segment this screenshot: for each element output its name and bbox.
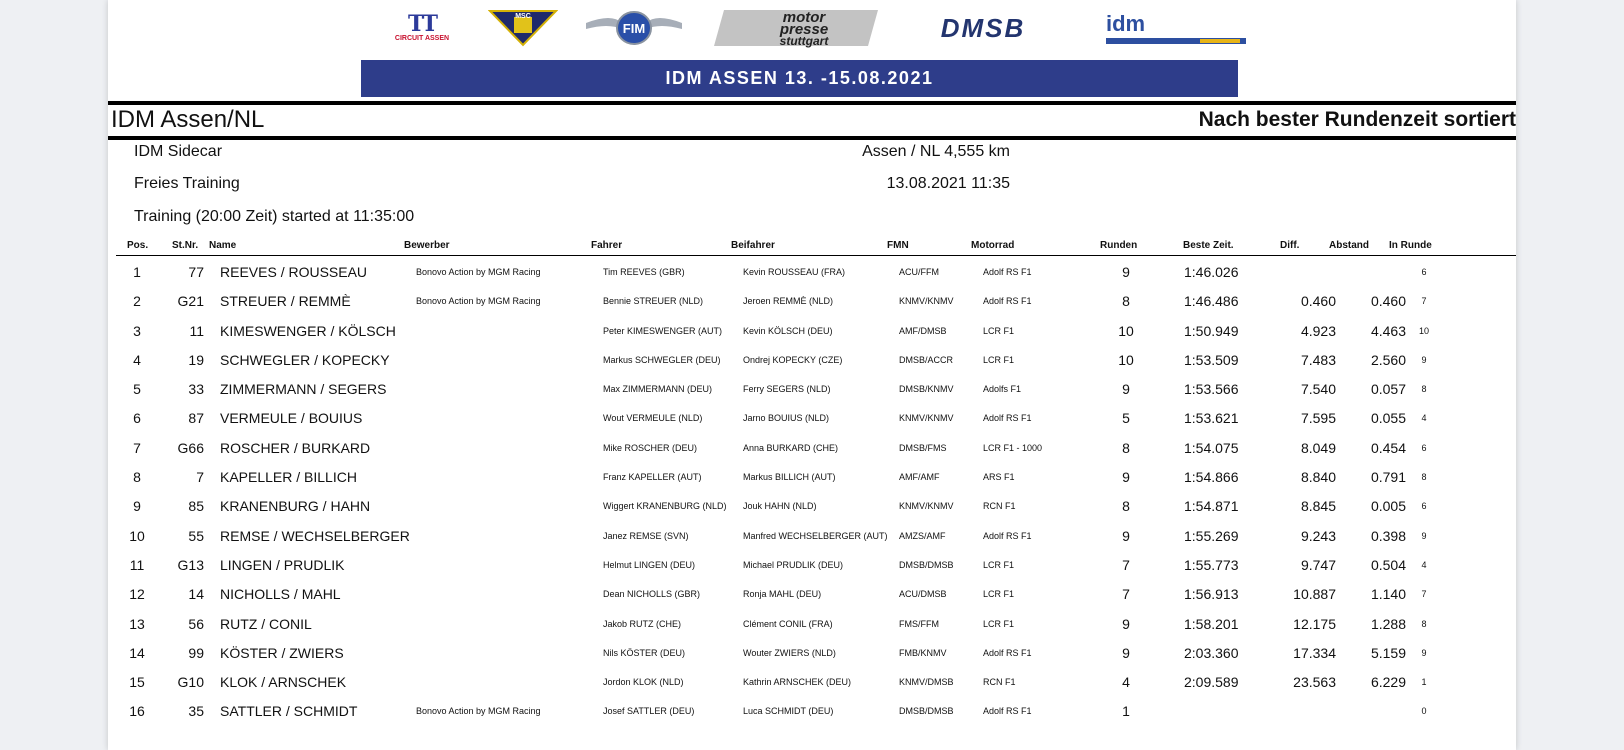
table-row — [116, 344, 1516, 373]
cell-beifahrer: Markus BILLICH (AUT) — [743, 472, 836, 483]
cell-pos: 16 — [129, 703, 145, 720]
track-info: Assen / NL 4,555 km — [862, 143, 1010, 160]
table-row — [116, 256, 1516, 285]
cell-fmn: DMSB/DMSB — [899, 706, 954, 717]
cell-fmn: DMSB/KNMV — [899, 384, 954, 395]
table-row — [116, 432, 1516, 461]
cell-motorrad: RCN F1 — [983, 677, 1016, 688]
cell-fmn: KNMV/KNMV — [899, 296, 954, 307]
cell-motorrad: Adolf RS F1 — [983, 647, 1032, 658]
dmsb-logo-text: DMSB — [940, 12, 1026, 43]
table-body — [116, 256, 1516, 725]
header-name: Name — [209, 240, 237, 251]
cell-fahrer: Peter KIMESWENGER (AUT) — [603, 325, 723, 336]
cell-in-runde: 9 — [1421, 354, 1427, 365]
cell-motorrad: Adolf RS F1 — [983, 296, 1032, 307]
cell-beifahrer: Luca SCHMIDT (DEU) — [743, 706, 834, 717]
cell-beifahrer: Jouk HAHN (NLD) — [743, 501, 817, 512]
table-row — [116, 549, 1516, 578]
cell-diff: 12.175 — [1293, 615, 1336, 632]
cell-fahrer: Nils KÖSTER (DEU) — [603, 647, 686, 658]
cell-pos: 15 — [129, 674, 145, 691]
cell-diff: 10.887 — [1293, 586, 1336, 603]
table-row — [116, 402, 1516, 431]
cell-abstand: 1.140 — [1370, 586, 1406, 603]
motorpresse-line3: stuttgart — [779, 34, 829, 48]
cell-name: RUTZ / CONIL — [220, 615, 312, 632]
session-name: Freies Training — [134, 175, 240, 192]
cell-motorrad: Adolf RS F1 — [983, 706, 1032, 717]
cell-runden: 7 — [1122, 586, 1130, 603]
cell-fmn: KNMV/KNMV — [899, 413, 954, 424]
cell-in-runde: 0 — [1421, 706, 1427, 717]
cell-motorrad: LCR F1 - 1000 — [983, 442, 1043, 453]
cell-pos: 1 — [133, 264, 141, 280]
cell-beifahrer: Clément CONIL (FRA) — [743, 618, 833, 629]
cell-best-time: 1:46.486 — [1184, 293, 1239, 310]
cell-abstand: 0.057 — [1370, 381, 1406, 398]
motorpresse-line2: presse — [779, 21, 829, 38]
cell-best-time: 2:09.589 — [1184, 674, 1239, 691]
header-runden: Runden — [1100, 240, 1138, 251]
cell-fmn: KNMV/KNMV — [899, 501, 954, 512]
header-bewerber: Bewerber — [404, 240, 450, 251]
cell-pos: 10 — [129, 527, 145, 544]
race-class: IDM Sidecar — [134, 143, 223, 160]
cell-runden: 9 — [1122, 615, 1130, 632]
cell-best-time: 1:46.026 — [1184, 264, 1239, 280]
cell-in-runde: 9 — [1421, 647, 1427, 658]
cell-pos: 8 — [133, 469, 141, 486]
cell-fahrer: Markus SCHWEGLER (DEU) — [603, 354, 721, 365]
cell-diff: 4.923 — [1300, 322, 1336, 339]
cell-fmn: DMSB/ACCR — [899, 354, 954, 365]
cell-pos: 9 — [133, 498, 141, 515]
cell-fahrer: Mike ROSCHER (DEU) — [603, 442, 698, 453]
cell-abstand: 6.229 — [1370, 674, 1406, 691]
cell-diff: 7.483 — [1300, 351, 1336, 368]
cell-motorrad: LCR F1 — [983, 325, 1015, 336]
cell-runden: 5 — [1122, 410, 1130, 427]
cell-runden: 10 — [1118, 322, 1134, 339]
table-row — [116, 666, 1516, 695]
cell-best-time: 1:55.773 — [1184, 556, 1239, 573]
cell-start-number: G13 — [177, 556, 204, 573]
table-header — [116, 240, 1516, 256]
cell-start-number: 85 — [188, 498, 204, 515]
cell-fmn: DMSB/FMS — [899, 442, 947, 453]
cell-beifahrer: Manfred WECHSELBERGER (AUT) — [743, 530, 888, 541]
cell-motorrad: RCN F1 — [983, 501, 1016, 512]
cell-motorrad: ARS F1 — [983, 472, 1015, 483]
cell-runden: 8 — [1122, 498, 1130, 515]
cell-runden: 7 — [1122, 556, 1130, 573]
tt-circuit-assen-logo — [384, 6, 460, 50]
cell-fahrer: Dean NICHOLLS (GBR) — [603, 589, 701, 600]
cell-beifahrer: Anna BURKARD (CHE) — [743, 442, 839, 453]
cell-pos: 2 — [133, 293, 141, 310]
cell-best-time: 1:55.269 — [1184, 527, 1239, 544]
fim-wings-icon — [582, 9, 686, 47]
cell-diff: 23.563 — [1293, 674, 1336, 691]
cell-runden: 9 — [1122, 264, 1130, 280]
cell-abstand: 0.791 — [1370, 469, 1406, 486]
cell-start-number: 55 — [188, 527, 204, 544]
header-pos: Pos. — [127, 240, 149, 251]
cell-fahrer: Franz KAPELLER (AUT) — [603, 472, 702, 483]
header-diff: Diff. — [1280, 240, 1300, 251]
cell-fahrer: Helmut LINGEN (DEU) — [603, 559, 696, 570]
cell-pos: 11 — [129, 556, 145, 573]
cell-name: LINGEN / PRUDLIK — [220, 556, 345, 573]
cell-name: SCHWEGLER / KOPECKY — [220, 351, 390, 368]
cell-diff: 8.049 — [1300, 439, 1336, 456]
cell-in-runde: 1 — [1421, 677, 1427, 688]
table-row — [116, 461, 1516, 490]
cell-best-time: 1:53.566 — [1184, 381, 1239, 398]
cell-best-time: 1:58.201 — [1184, 615, 1239, 632]
header-best: Beste Zeit. — [1183, 240, 1234, 251]
cell-pos: 7 — [133, 439, 141, 456]
cell-motorrad: Adolf RS F1 — [983, 530, 1032, 541]
cell-fmn: ACU/DMSB — [899, 589, 947, 600]
cell-fahrer: Jakob RUTZ (CHE) — [603, 618, 682, 629]
motorpresse-line1: motor — [782, 9, 826, 26]
cell-runden: 9 — [1122, 527, 1130, 544]
header-abstand: Abstand — [1329, 240, 1369, 251]
dmsb-logo — [898, 6, 1068, 50]
cell-start-number: G10 — [177, 674, 204, 691]
cell-runden: 8 — [1122, 293, 1130, 310]
cell-fmn: KNMV/DMSB — [899, 677, 954, 688]
cell-abstand: 0.504 — [1370, 556, 1406, 573]
cell-runden: 8 — [1122, 439, 1130, 456]
cell-in-runde: 10 — [1418, 325, 1429, 336]
cell-start-number: 33 — [188, 381, 204, 398]
cell-runden: 4 — [1122, 674, 1130, 691]
table-row — [116, 285, 1516, 314]
results-table — [116, 240, 1516, 725]
header-motorrad: Motorrad — [971, 240, 1015, 251]
cell-runden: 9 — [1122, 469, 1130, 486]
cell-motorrad: Adolf RS F1 — [983, 413, 1032, 424]
table-row — [116, 695, 1516, 724]
cell-fmn: AMZS/AMF — [899, 530, 946, 541]
cell-beifahrer: Ondrej KOPECKY (CZE) — [743, 354, 843, 365]
cell-start-number: 56 — [188, 615, 204, 632]
cell-in-runde: 7 — [1421, 589, 1427, 600]
cell-runden: 1 — [1122, 703, 1130, 720]
msc-logo — [488, 6, 558, 50]
cell-name: KAPELLER / BILLICH — [220, 469, 357, 486]
fim-logo-text: FIM — [622, 21, 646, 36]
tt-logo-mark: TT — [408, 11, 436, 37]
cell-bewerber: Bonovo Action by MGM Racing — [416, 296, 541, 307]
sponsor-logos — [108, 6, 1516, 54]
cell-name: REEVES / ROUSSEAU — [220, 264, 368, 280]
cell-abstand: 0.055 — [1370, 410, 1406, 427]
cell-runden: 9 — [1122, 381, 1130, 398]
table-row — [116, 315, 1516, 344]
cell-in-runde: 8 — [1421, 472, 1427, 483]
results-page — [108, 0, 1516, 750]
cell-motorrad: LCR F1 — [983, 559, 1015, 570]
cell-motorrad: LCR F1 — [983, 618, 1015, 629]
cell-name: ZIMMERMANN / SEGERS — [220, 381, 387, 398]
cell-beifahrer: Kathrin ARNSCHEK (DEU) — [743, 677, 852, 688]
header-fahrer: Fahrer — [591, 240, 623, 251]
header-beifahrer: Beifahrer — [731, 240, 775, 251]
cell-abstand: 0.398 — [1370, 527, 1406, 544]
cell-pos: 4 — [133, 351, 141, 368]
cell-abstand: 2.560 — [1370, 351, 1406, 368]
header-fmn: FMN — [887, 240, 909, 251]
cell-name: KÖSTER / ZWIERS — [220, 644, 344, 661]
cell-runden: 10 — [1118, 351, 1134, 368]
cell-abstand: 5.159 — [1370, 644, 1406, 661]
idm-logo-text: idm — [1106, 10, 1146, 36]
table-row — [116, 520, 1516, 549]
fim-logo — [582, 6, 686, 50]
cell-start-number: 77 — [188, 264, 204, 280]
cell-pos: 5 — [133, 381, 141, 398]
table-row — [116, 490, 1516, 519]
cell-name: REMSE / WECHSELBERGER — [220, 527, 410, 544]
cell-bewerber: Bonovo Action by MGM Racing — [416, 706, 541, 717]
cell-start-number: 99 — [188, 644, 204, 661]
cell-runden: 9 — [1122, 644, 1130, 661]
sort-label: Nach bester Rundenzeit sortiert — [1198, 108, 1516, 131]
cell-motorrad: Adolfs F1 — [983, 384, 1022, 395]
cell-fmn: AMF/AMF — [899, 472, 940, 483]
cell-diff: 7.540 — [1300, 381, 1336, 398]
cell-beifahrer: Jeroen REMMÈ (NLD) — [743, 296, 834, 307]
cell-in-runde: 9 — [1421, 530, 1427, 541]
cell-best-time: 1:53.509 — [1184, 351, 1239, 368]
cell-in-runde: 8 — [1421, 618, 1427, 629]
cell-start-number: 35 — [188, 703, 204, 720]
table-row — [116, 373, 1516, 402]
table-row — [116, 578, 1516, 607]
cell-best-time: 1:56.913 — [1184, 586, 1239, 603]
tt-logo-text: CIRCUIT ASSEN — [394, 35, 450, 42]
cell-pos: 14 — [129, 644, 145, 661]
cell-name: NICHOLLS / MAHL — [220, 586, 341, 603]
cell-best-time: 1:54.075 — [1184, 439, 1239, 456]
divider-top — [108, 101, 1516, 105]
header-inrunde: In Runde — [1389, 240, 1432, 251]
cell-diff: 17.334 — [1293, 644, 1336, 661]
cell-motorrad: Adolf RS F1 — [983, 267, 1032, 277]
cell-in-runde: 8 — [1421, 384, 1427, 395]
cell-bewerber: Bonovo Action by MGM Racing — [416, 267, 541, 277]
cell-best-time: 2:03.360 — [1184, 644, 1239, 661]
cell-diff: 0.460 — [1300, 293, 1336, 310]
cell-fmn: ACU/FFM — [899, 267, 939, 277]
cell-start-number: G66 — [177, 439, 204, 456]
cell-best-time: 1:53.621 — [1184, 410, 1239, 427]
cell-fahrer: Josef SATTLER (DEU) — [603, 706, 695, 717]
cell-abstand: 1.288 — [1370, 615, 1406, 632]
cell-fahrer: Jordon KLOK (NLD) — [603, 677, 684, 688]
cell-pos: 13 — [129, 615, 145, 632]
cell-beifahrer: Ferry SEGERS (NLD) — [743, 384, 831, 395]
cell-fahrer: Tim REEVES (GBR) — [603, 267, 685, 277]
cell-name: KIMESWENGER / KÖLSCH — [220, 322, 396, 339]
cell-in-runde: 7 — [1421, 296, 1427, 307]
cell-abstand: 0.454 — [1370, 439, 1406, 456]
cell-beifahrer: Kevin KÖLSCH (DEU) — [743, 325, 833, 336]
cell-abstand: 4.463 — [1370, 322, 1406, 339]
event-banner: IDM ASSEN 13. -15.08.2021 — [361, 60, 1238, 97]
cell-name: SATTLER / SCHMIDT — [220, 703, 358, 720]
cell-motorrad: LCR F1 — [983, 354, 1015, 365]
cell-in-runde: 4 — [1421, 413, 1427, 424]
cell-name: KRANENBURG / HAHN — [220, 498, 371, 515]
cell-start-number: 7 — [196, 469, 204, 486]
msc-shield-icon — [488, 9, 558, 47]
cell-beifahrer: Michael PRUDLIK (DEU) — [743, 559, 844, 570]
cell-beifahrer: Wouter ZWIERS (NLD) — [743, 647, 836, 658]
session-start: Training (20:00 Zeit) started at 11:35:00 — [134, 208, 415, 225]
cell-fahrer: Max ZIMMERMANN (DEU) — [603, 384, 712, 395]
cell-fmn: FMS/FFM — [899, 618, 939, 629]
cell-best-time: 1:54.871 — [1184, 498, 1239, 515]
cell-beifahrer: Jarno BOUIUS (NLD) — [743, 413, 830, 424]
cell-in-runde: 6 — [1421, 442, 1427, 453]
cell-start-number: G21 — [177, 293, 204, 310]
cell-beifahrer: Kevin ROUSSEAU (FRA) — [743, 267, 846, 277]
header-nr: St.Nr. — [172, 240, 199, 251]
cell-name: KLOK / ARNSCHEK — [220, 674, 347, 691]
cell-in-runde: 6 — [1421, 501, 1427, 512]
cell-abstand: 0.005 — [1370, 498, 1406, 515]
cell-fmn: DMSB/DMSB — [899, 559, 954, 570]
cell-pos: 6 — [133, 410, 141, 427]
cell-beifahrer: Ronja MAHL (DEU) — [743, 589, 822, 600]
cell-in-runde: 4 — [1421, 559, 1427, 570]
cell-diff: 7.595 — [1300, 410, 1336, 427]
cell-motorrad: LCR F1 — [983, 589, 1015, 600]
cell-start-number: 87 — [188, 410, 204, 427]
report-title: IDM Assen/NL — [111, 106, 265, 133]
idm-logo-bar — [1106, 38, 1246, 44]
cell-fmn: AMF/DMSB — [899, 325, 947, 336]
cell-diff: 8.840 — [1300, 469, 1336, 486]
session-date: 13.08.2021 11:35 — [886, 175, 1010, 192]
cell-fahrer: Wiggert KRANENBURG (NLD) — [603, 501, 727, 512]
cell-fahrer: Wout VERMEULE (NLD) — [603, 413, 703, 424]
cell-fahrer: Janez REMSE (SVN) — [603, 530, 689, 541]
cell-best-time: 1:50.949 — [1184, 322, 1239, 339]
cell-name: ROSCHER / BURKARD — [220, 439, 371, 456]
cell-start-number: 14 — [188, 586, 204, 603]
cell-abstand: 0.460 — [1370, 293, 1406, 310]
cell-diff: 9.747 — [1300, 556, 1336, 573]
cell-name: STREUER / REMMÈ — [220, 293, 351, 310]
msc-logo-text: MSC — [515, 13, 531, 20]
cell-fahrer: Bennie STREUER (NLD) — [603, 296, 704, 307]
cell-in-runde: 6 — [1421, 267, 1427, 277]
idm-logo — [1106, 6, 1248, 50]
cell-name: VERMEULE / BOUIUS — [220, 410, 363, 427]
cell-diff: 8.845 — [1300, 498, 1336, 515]
cell-diff: 9.243 — [1300, 527, 1336, 544]
cell-best-time: 1:54.866 — [1184, 469, 1239, 486]
cell-pos: 3 — [133, 322, 141, 339]
cell-pos: 12 — [129, 586, 145, 603]
cell-start-number: 19 — [188, 351, 204, 368]
motorpresse-logo — [712, 6, 880, 50]
divider-bottom — [108, 136, 1516, 140]
table-row — [116, 637, 1516, 666]
motorpresse-mark-icon — [712, 8, 880, 48]
table-row — [116, 608, 1516, 637]
cell-start-number: 11 — [189, 322, 204, 339]
cell-fmn: FMB/KNMV — [899, 647, 947, 658]
